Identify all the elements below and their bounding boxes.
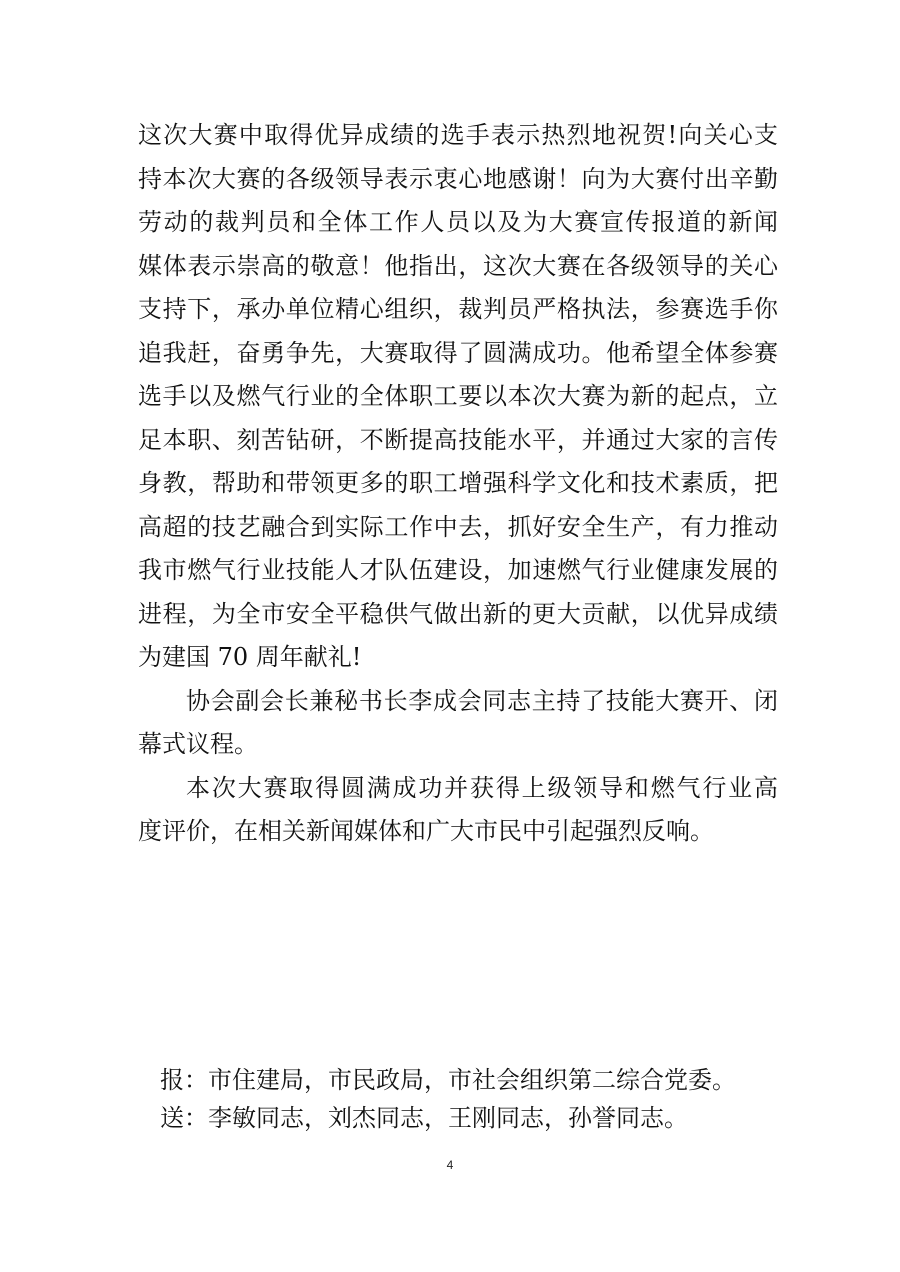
paragraph-3-line: 度评价，在相关新闻媒体和广大市民中引起强烈反响。 xyxy=(138,817,714,845)
paragraph-1-line: 足本职、刻苦钻研，不断提高技能水平，并通过大家的言传 xyxy=(138,425,778,454)
paragraph-1-line: 持本次大赛的各级领导表示衷心地感谢！向为大赛付出辛勤 xyxy=(138,164,778,193)
recipients-block xyxy=(160,1061,800,1137)
paragraph-2-line: 幕式议程。 xyxy=(138,730,258,758)
paragraph-3-line: 本次大赛取得圆满成功并获得上级领导和燃气行业高 xyxy=(186,773,778,802)
paragraph-1-line: 身教，帮助和带领更多的职工增强科学文化和技术素质，把 xyxy=(138,469,778,497)
paragraph-1-line: 支持下，承办单位精心组织，裁判员严格执法，参赛选手你 xyxy=(138,295,778,323)
paragraph-1-line: 媒体表示崇高的敬意！他指出，这次大赛在各级领导的关心 xyxy=(138,251,778,280)
paragraph-1-line: 为建国 70 周年献礼! xyxy=(138,643,362,671)
paragraph-1-line: 进程，为全市安全平稳供气做出新的更大贡献，以优异成绩 xyxy=(138,599,778,628)
document-body xyxy=(138,114,778,854)
paragraph-1-line: 追我赶，奋勇争先，大赛取得了圆满成功。他希望全体参赛 xyxy=(138,338,778,367)
paragraph-1-line: 我市燃气行业技能人才队伍建设，加速燃气行业健康发展的 xyxy=(138,556,778,584)
page-number: 4 xyxy=(446,1158,454,1172)
copy-to-line: 送：李敏同志，刘杰同志，王刚同志，孙誉同志。 xyxy=(160,1104,688,1132)
paragraph-1-line: 劳动的裁判员和全体工作人员以及为大赛宣传报道的新闻 xyxy=(138,208,778,236)
paragraph-2-line: 协会副会长兼秘书长李成会同志主持了技能大赛开、闭 xyxy=(186,686,778,715)
paragraph-1-line: 这次大赛中取得优异成绩的选手表示热烈地祝贺!向关心支 xyxy=(138,121,778,149)
report-to-line: 报：市住建局，市民政局，市社会组织第二综合党委。 xyxy=(160,1066,736,1094)
paragraph-1-line: 高超的技艺融合到实际工作中去，抓好安全生产，有力推动 xyxy=(138,512,778,541)
paragraph-1-line: 选手以及燃气行业的全体职工要以本次大赛为新的起点，立 xyxy=(138,382,778,410)
